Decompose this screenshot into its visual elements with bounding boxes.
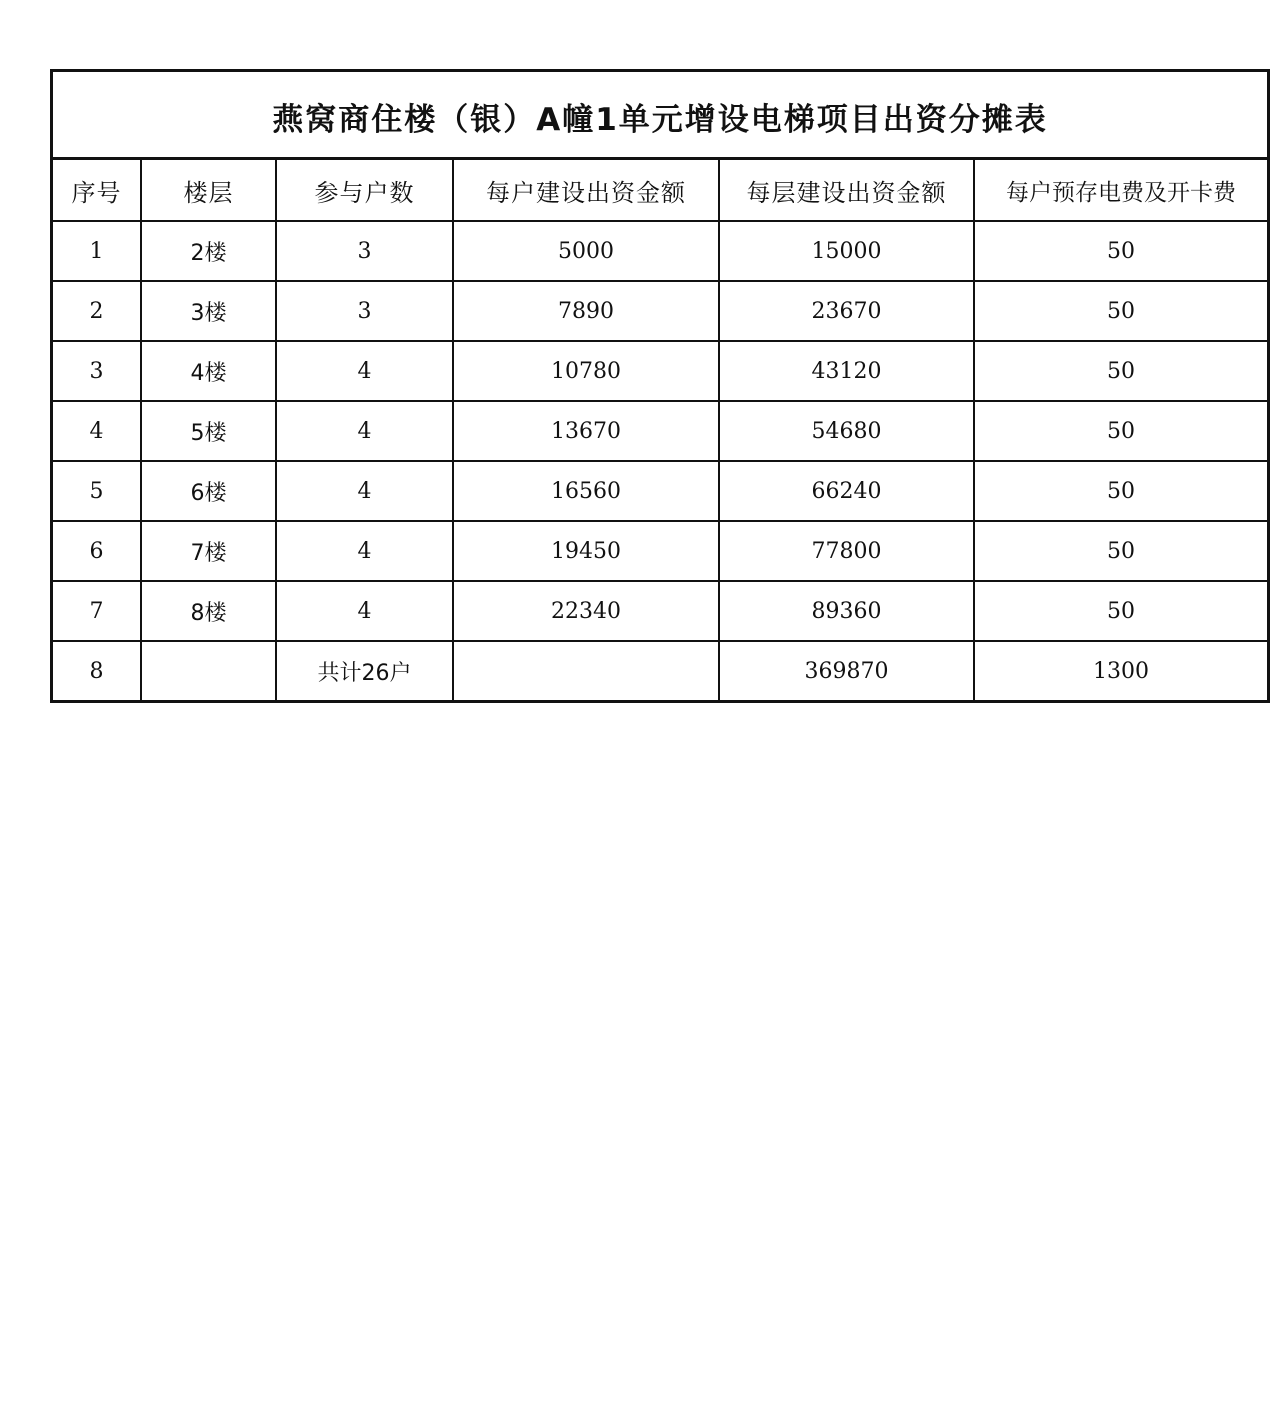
table-title: 燕窝商住楼（银）A幢1单元增设电梯项目出资分摊表 <box>53 72 1267 160</box>
table-row <box>53 281 1267 341</box>
cell-floor: 7楼 <box>141 521 276 581</box>
cell-prepaid-fee: 50 <box>974 281 1267 341</box>
cell-per-household <box>453 641 719 700</box>
cell-households-total: 共计26户 <box>276 641 453 700</box>
cell-no: 2 <box>53 281 141 341</box>
header-no: 序号 <box>53 160 141 221</box>
cell-per-floor: 66240 <box>719 461 974 521</box>
total-row <box>53 641 1267 700</box>
cell-households: 4 <box>276 461 453 521</box>
table-row <box>53 401 1267 461</box>
cell-floor: 5楼 <box>141 401 276 461</box>
cell-prepaid-fee: 50 <box>974 341 1267 401</box>
table-row <box>53 221 1267 281</box>
cell-floor <box>141 641 276 700</box>
table-row <box>53 521 1267 581</box>
allocation-table <box>53 160 1267 700</box>
cell-per-floor: 15000 <box>719 221 974 281</box>
cell-no: 6 <box>53 521 141 581</box>
header-per-household: 每户建设出资金额 <box>453 160 719 221</box>
cell-floor: 4楼 <box>141 341 276 401</box>
header-prepaid-fee: 每户预存电费及开卡费 <box>974 160 1267 221</box>
cell-per-floor: 77800 <box>719 521 974 581</box>
header-per-floor: 每层建设出资金额 <box>719 160 974 221</box>
cell-floor: 6楼 <box>141 461 276 521</box>
cell-floor: 3楼 <box>141 281 276 341</box>
cell-no: 5 <box>53 461 141 521</box>
cell-per-household: 5000 <box>453 221 719 281</box>
header-households: 参与户数 <box>276 160 453 221</box>
header-floor: 楼层 <box>141 160 276 221</box>
cell-prepaid-fee: 50 <box>974 581 1267 641</box>
cell-per-household: 10780 <box>453 341 719 401</box>
cell-prepaid-fee: 50 <box>974 461 1267 521</box>
cell-per-floor: 89360 <box>719 581 974 641</box>
cell-no: 1 <box>53 221 141 281</box>
cell-households: 4 <box>276 581 453 641</box>
cell-floor: 8楼 <box>141 581 276 641</box>
table-row <box>53 581 1267 641</box>
cell-per-floor: 23670 <box>719 281 974 341</box>
cell-per-floor-total: 369870 <box>719 641 974 700</box>
cell-no: 4 <box>53 401 141 461</box>
cell-households: 4 <box>276 521 453 581</box>
cell-per-household: 19450 <box>453 521 719 581</box>
cell-per-household: 22340 <box>453 581 719 641</box>
table-row <box>53 341 1267 401</box>
cell-prepaid-fee: 50 <box>974 221 1267 281</box>
cell-per-household: 7890 <box>453 281 719 341</box>
cell-per-household: 16560 <box>453 461 719 521</box>
cell-no: 3 <box>53 341 141 401</box>
cell-per-household: 13670 <box>453 401 719 461</box>
cell-prepaid-fee: 50 <box>974 401 1267 461</box>
cell-households: 4 <box>276 401 453 461</box>
allocation-table-sheet <box>50 69 1270 703</box>
cell-prepaid-fee-total: 1300 <box>1093 658 1149 684</box>
cell-households: 3 <box>276 221 453 281</box>
cell-households: 4 <box>276 341 453 401</box>
cell-floor: 2楼 <box>141 221 276 281</box>
cell-per-floor: 43120 <box>719 341 974 401</box>
cell-households: 3 <box>276 281 453 341</box>
cell-no: 8 <box>53 641 141 700</box>
header-row <box>53 160 1267 221</box>
cell-prepaid-fee: 50 <box>974 521 1267 581</box>
cell-no: 7 <box>53 581 141 641</box>
cell-per-floor: 54680 <box>719 401 974 461</box>
table-row <box>53 461 1267 521</box>
